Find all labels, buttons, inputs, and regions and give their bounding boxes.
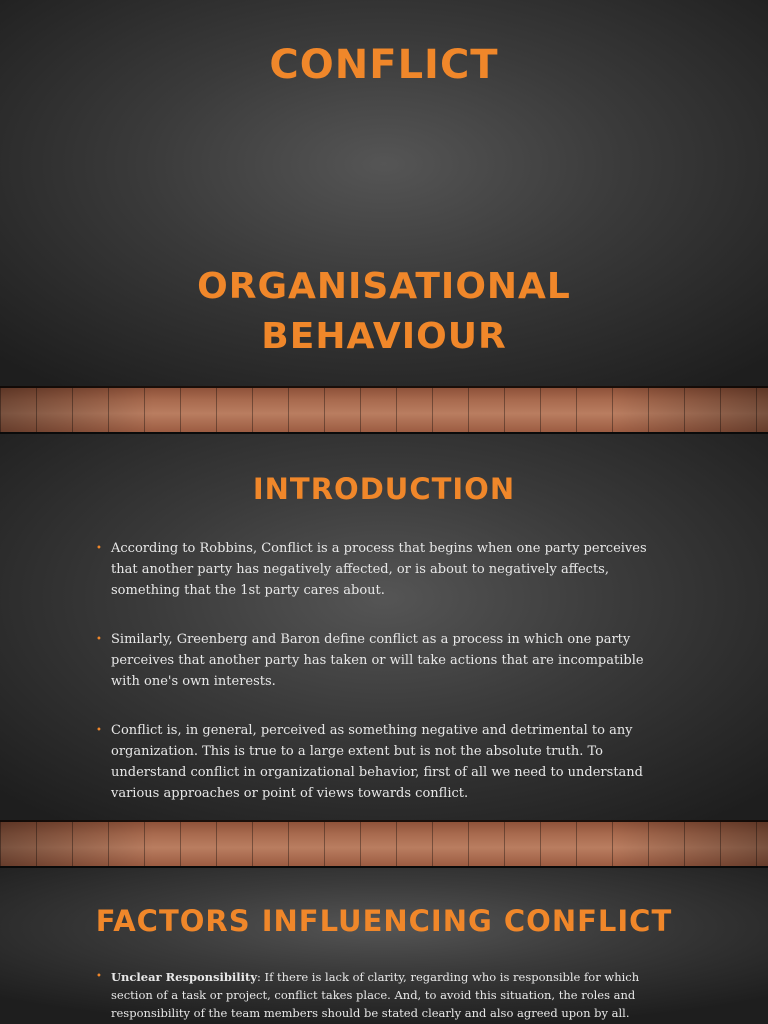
introduction-bullet-list (96, 538, 676, 832)
list-item: • Similarly, Greenberg and Baron define conflict as a process in which one party perceives that another party has taken or will take actions that are incompatible with one's own interests. (96, 629, 676, 692)
introduction-heading: INTRODUCTION (252, 472, 516, 506)
factors-bullet-list (96, 968, 676, 1022)
list-item: • According to Robbins, Conflict is a process that begins when one party perceives that another party has negatively affected, or is about to negatively affects, something that the 1st party cares about. (96, 538, 676, 601)
factor-term: Unclear Responsibility (111, 970, 257, 984)
list-item: • Conflict is, in general, perceived as something negative and detrimental to any organization. This is true to a large extent but is not the absolute truth. To understand conflict in organizational behavior, first of all we need to understand various approaches or point of views towards conflict. (96, 720, 676, 804)
list-item (96, 968, 676, 1022)
subtitle-line-2: BEHAVIOUR (261, 316, 507, 357)
factor-description: : If there is lack of clarity, regarding who is responsible for which section of a task or project, conflict takes place. And, to avoid this situation, the roles and responsibility of the team members should be stated clearly and also agreed upon by all. (111, 970, 640, 1020)
subtitle-line-1: ORGANISATIONAL (197, 266, 571, 307)
slide-subtitle (0, 262, 768, 362)
wood-floor (0, 386, 768, 432)
factors-heading: FACTORS INFLUENCING CONFLICT (95, 904, 673, 938)
slide-title: CONFLICT (269, 42, 499, 88)
